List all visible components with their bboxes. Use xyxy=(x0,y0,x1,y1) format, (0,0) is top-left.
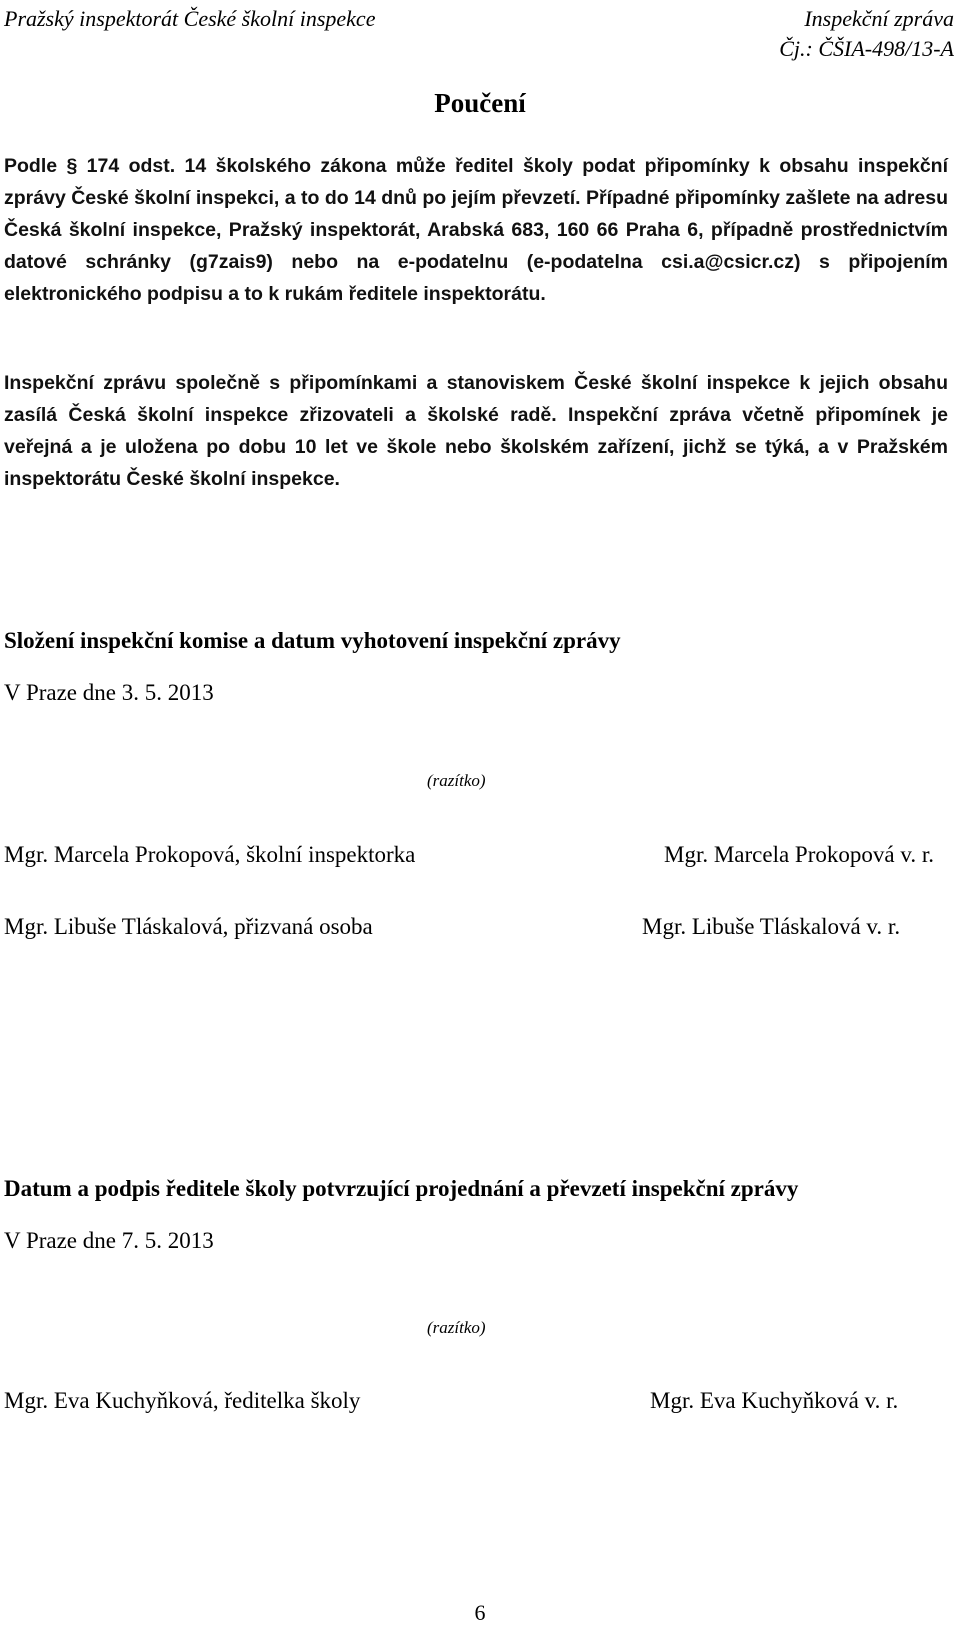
committee-member-signature: Mgr. Libuše Tláskalová v. r. xyxy=(642,914,901,939)
header-report-title: Inspekční zpráva xyxy=(804,6,954,31)
header-reference-number: Čj.: ČŠIA-498/13-A xyxy=(779,36,954,61)
page-title: Poučení xyxy=(434,88,526,118)
paragraph-report-distribution: Inspekční zprávu společně s připomínkami a stanoviskem České školní inspekce k jejich obsahu zasílá Česká školní inspekce zřizovateli a školské radě. Inspekční zpráva včetně připomínek je veřejná a je uložena po dobu 10 let ve škole nebo školském zařízení, jichž se týká, a v Pražském inspektorátu České školní inspekce. xyxy=(4,372,948,490)
committee-date: V Praze dne 3. 5. 2013 xyxy=(4,680,214,705)
paragraph-comments-instructions: Podle § 174 odst. 14 školského zákona může ředitel školy podat připomínky k obsahu inspekční zprávy České školní inspekci, a to do 14 dnů po jejím převzetí. Případné připomínky zašlete na adresu Česká školní inspekce, Pražský inspektorát, Arabská 683, 160 66 Praha 6, případně prostřednictvím datové schránky (g7zais9) nebo na e-podatelnu (e-podatelna csi.a@csicr.cz) s připojením elektronického podpisu a to k rukám ředitele inspektorátu. xyxy=(4,155,948,305)
section-heading-director-confirmation: Datum a podpis ředitele školy potvrzující projednání a převzetí inspekční zprávy xyxy=(4,1176,799,1201)
section-heading-inspection-committee: Složení inspekční komise a datum vyhotovení inspekční zprávy xyxy=(4,628,621,653)
committee-member-name: Mgr. Libuše Tláskalová, přizvaná osoba xyxy=(4,914,373,939)
committee-member-name: Mgr. Marcela Prokopová, školní inspektorka xyxy=(4,842,416,867)
director-signature: Mgr. Eva Kuchyňková v. r. xyxy=(650,1388,899,1413)
director-stamp-placeholder: (razítko) xyxy=(427,1318,486,1337)
director-date: V Praze dne 7. 5. 2013 xyxy=(4,1228,214,1253)
header-institution: Pražský inspektorát České školní inspekce xyxy=(4,6,376,31)
committee-stamp-placeholder: (razítko) xyxy=(427,771,486,790)
page-number: 6 xyxy=(474,1600,486,1625)
header-document-info xyxy=(779,4,954,64)
committee-member-signature: Mgr. Marcela Prokopová v. r. xyxy=(664,842,934,867)
director-name: Mgr. Eva Kuchyňková, ředitelka školy xyxy=(4,1388,361,1413)
